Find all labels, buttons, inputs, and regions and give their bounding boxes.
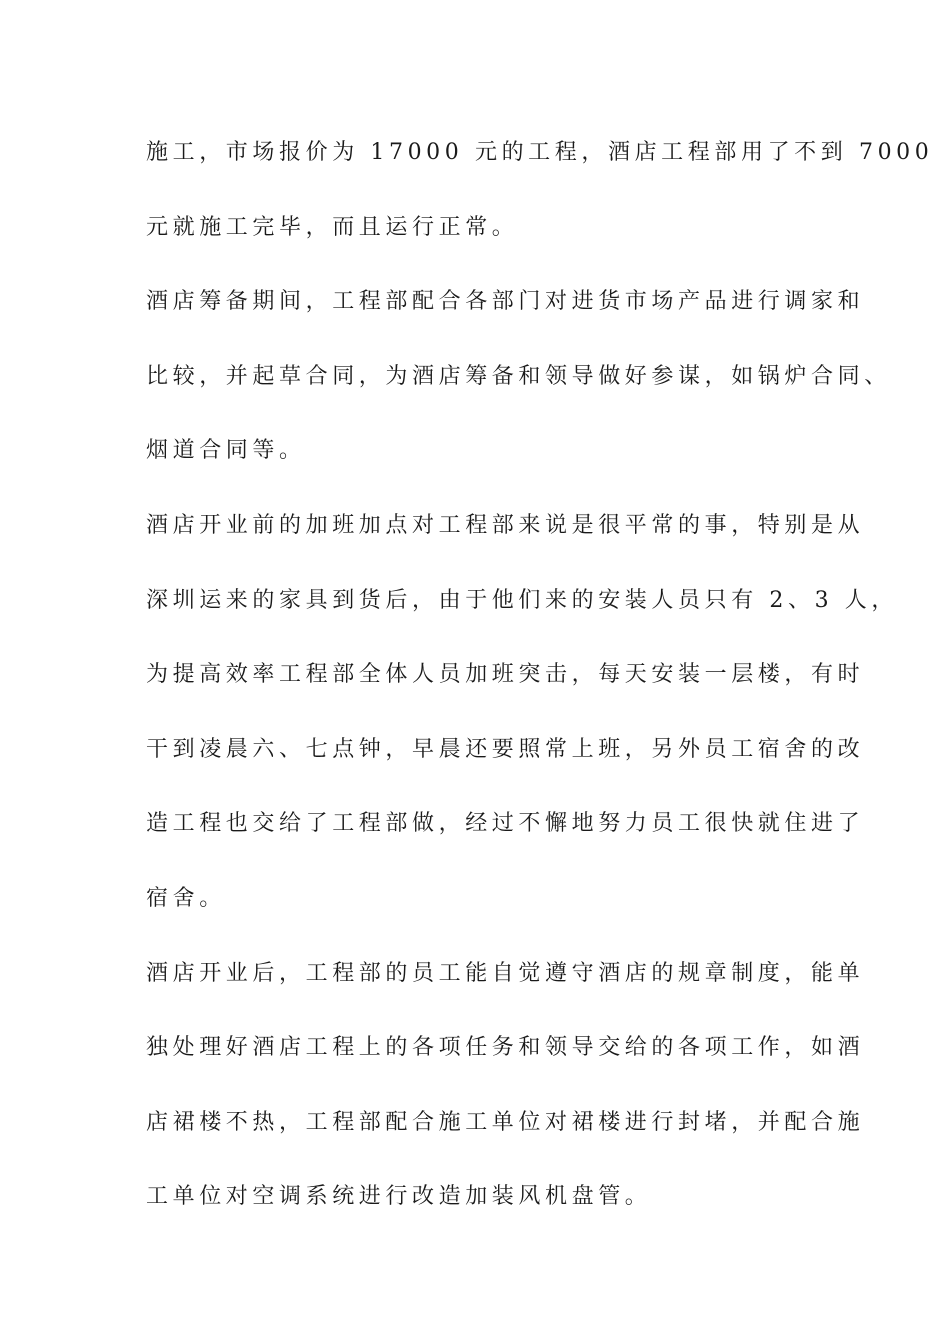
- text-line: 酒店开业前的加班加点对工程部来说是很平常的事，特别是从: [146, 513, 865, 538]
- text-line: 造工程也交给了工程部做，经过不懈地努力员工很快就住进了: [146, 811, 865, 836]
- text-line: 店裙楼不热，工程部配合施工单位对裙楼进行封堵，并配合施: [146, 1110, 865, 1135]
- text-line: 比较，并起草合同，为酒店筹备和领导做好参谋，如锅炉合同、: [146, 364, 891, 389]
- text-line: 烟道合同等。: [146, 438, 306, 463]
- text-line: 为提高效率工程部全体人员加班突击，每天安装一层楼，有时: [146, 662, 865, 687]
- text-line: 独处理好酒店工程上的各项任务和领导交给的各项工作，如酒: [146, 1035, 865, 1060]
- text-line: 元就施工完毕，而且运行正常。: [146, 215, 519, 240]
- text-line: 酒店筹备期间，工程部配合各部门对进货市场产品进行调家和: [146, 289, 865, 314]
- text-line: 深圳运来的家具到货后，由于他们来的安装人员只有 2、3 人，: [146, 588, 898, 613]
- text-line: 工单位对空调系统进行改造加装风机盘管。: [146, 1184, 652, 1209]
- text-line: 施工，市场报价为 17000 元的工程，酒店工程部用了不到 7000: [146, 140, 934, 165]
- text-line: 酒店开业后，工程部的员工能自觉遵守酒店的规章制度，能单: [146, 961, 865, 986]
- text-line: 宿舍。: [146, 886, 226, 911]
- text-line: 干到凌晨六、七点钟，早晨还要照常上班，另外员工宿舍的改: [146, 737, 865, 762]
